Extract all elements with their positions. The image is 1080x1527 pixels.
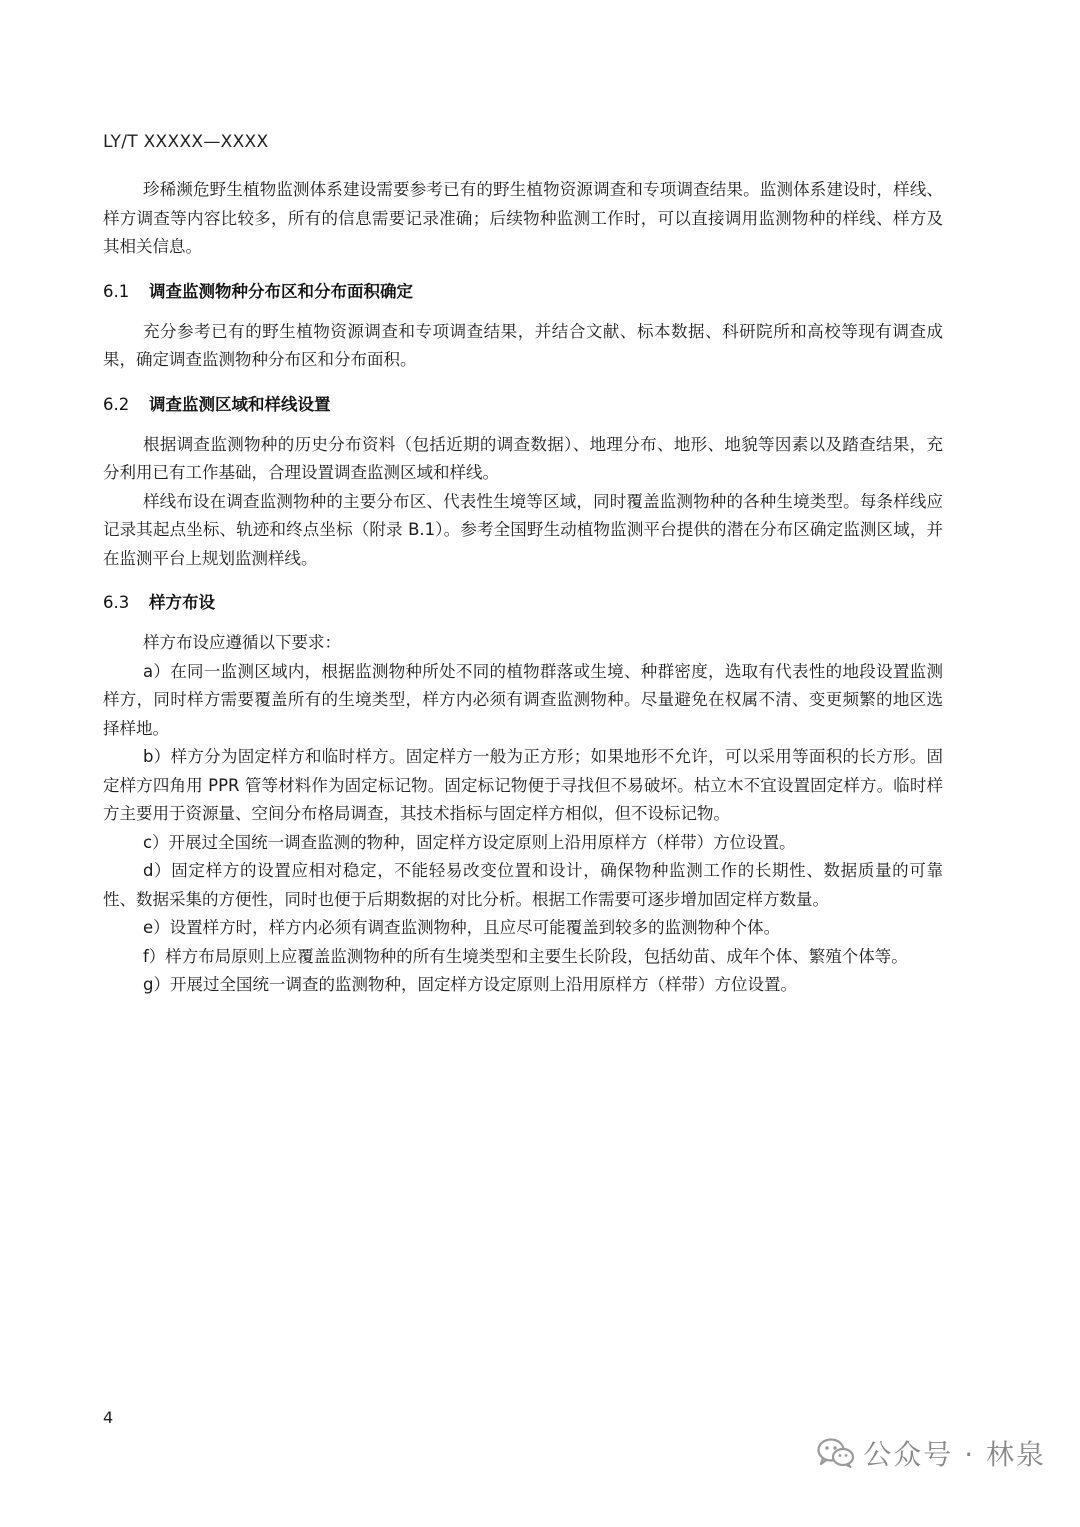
watermark — [817, 1433, 1046, 1473]
standard-code: LY/T XXXXX—XXXX — [103, 132, 269, 152]
list-item-d: d）固定样方的设置应相对稳定，不能轻易改变位置和设计，确保物种监测工作的长期性、数据质量的可靠性、数据采集的方便性，同时也便于后期数据的对比分析。根据工作需要可逐步增加固定样方数量。 — [103, 861, 943, 909]
section-paragraph: 样线布设在调查监测物种的主要分布区、代表性生境等区域，同时覆盖监测物种的各种生境类型。每条样线应记录其起点坐标、轨迹和终点坐标（附录 B.1）。参考全国野生动植物监测平台提供的潜在分布区确定监测区域，并在监测平台上规划监测样线。 — [103, 491, 943, 568]
section-title: 样方布设 — [149, 593, 215, 612]
list-item-e: e）设置样方时，样方内必须有调查监测物种，且应尽可能覆盖到较多的监测物种个体。 — [143, 918, 781, 937]
section-title: 调查监测区域和样线设置 — [149, 394, 331, 414]
section-title: 调查监测物种分布区和分布面积确定 — [149, 281, 413, 301]
list-item-f: f）样方布局原则上应覆盖监测物种的所有生境类型和主要生长阶段，包括幼苗、成年个体、繁殖个体等。 — [143, 946, 908, 966]
document-body — [103, 176, 943, 1000]
watermark-text: 公众号 · 林泉 — [863, 1438, 1046, 1471]
list-item-b: b）样方分为固定样方和临时样方。固定样方一般为正方形；如果地形不允许，可以采用等面积的长方形。固定样方四角用 PPR 管等材料作为固定标记物。固定标记物便于寻找但不易破坏。枯立木不宜设置固定样方。临时样方主要用于资源量、空间分布格局调查，其技术指标与固定样方相似，但不设标记物。 — [103, 747, 943, 823]
page-number: 4 — [103, 1408, 114, 1427]
section-paragraph: 充分参考已有的野生植物资源调查和专项调查结果，并结合文献、标本数据、科研院所和高校等现有调查成果，确定调查监测物种分布区和分布面积。 — [103, 321, 943, 369]
wechat-icon — [817, 1438, 855, 1468]
section-paragraph: 样方布设应遵循以下要求： — [143, 633, 341, 652]
list-item-a: a）在同一监测区域内，根据监测物种所处不同的植物群落或生境、种群密度，选取有代表性的地段设置监测样方，同时样方需要覆盖所有的生境类型，样方内必须有调查监测物种。尽量避免在权属不清、变更频繁的地区选择样地。 — [103, 661, 943, 738]
section-number: 6.1 — [103, 281, 130, 301]
section-number: 6.2 — [103, 394, 130, 414]
intro-paragraph: 珍稀濒危野生植物监测体系建设需要参考已有的野生植物资源调查和专项调查结果。监测体系建设时，样线、样方调查等内容比较多，所有的信息需要记录准确；后续物种监测工作时，可以直接调用监测物种的样线、样方及其相关信息。 — [103, 180, 943, 256]
list-item-g: g）开展过全国统一调查的监测物种，固定样方设定原则上沿用原样方（样带）方位设置。 — [143, 975, 797, 994]
section-heading-6-1 — [103, 280, 943, 304]
section-heading-6-2 — [103, 393, 943, 417]
section-heading-6-3 — [103, 591, 943, 615]
section-paragraph: 根据调查监测物种的历史分布资料（包括近期的调查数据）、地理分布、地形、地貌等因素以及踏查结果，充分利用已有工作基础，合理设置调查监测区域和样线。 — [103, 434, 943, 482]
section-number: 6.3 — [103, 593, 130, 612]
list-item-c: c）开展过全国统一调查监测的物种，固定样方设定原则上沿用原样方（样带）方位设置。 — [143, 832, 796, 852]
